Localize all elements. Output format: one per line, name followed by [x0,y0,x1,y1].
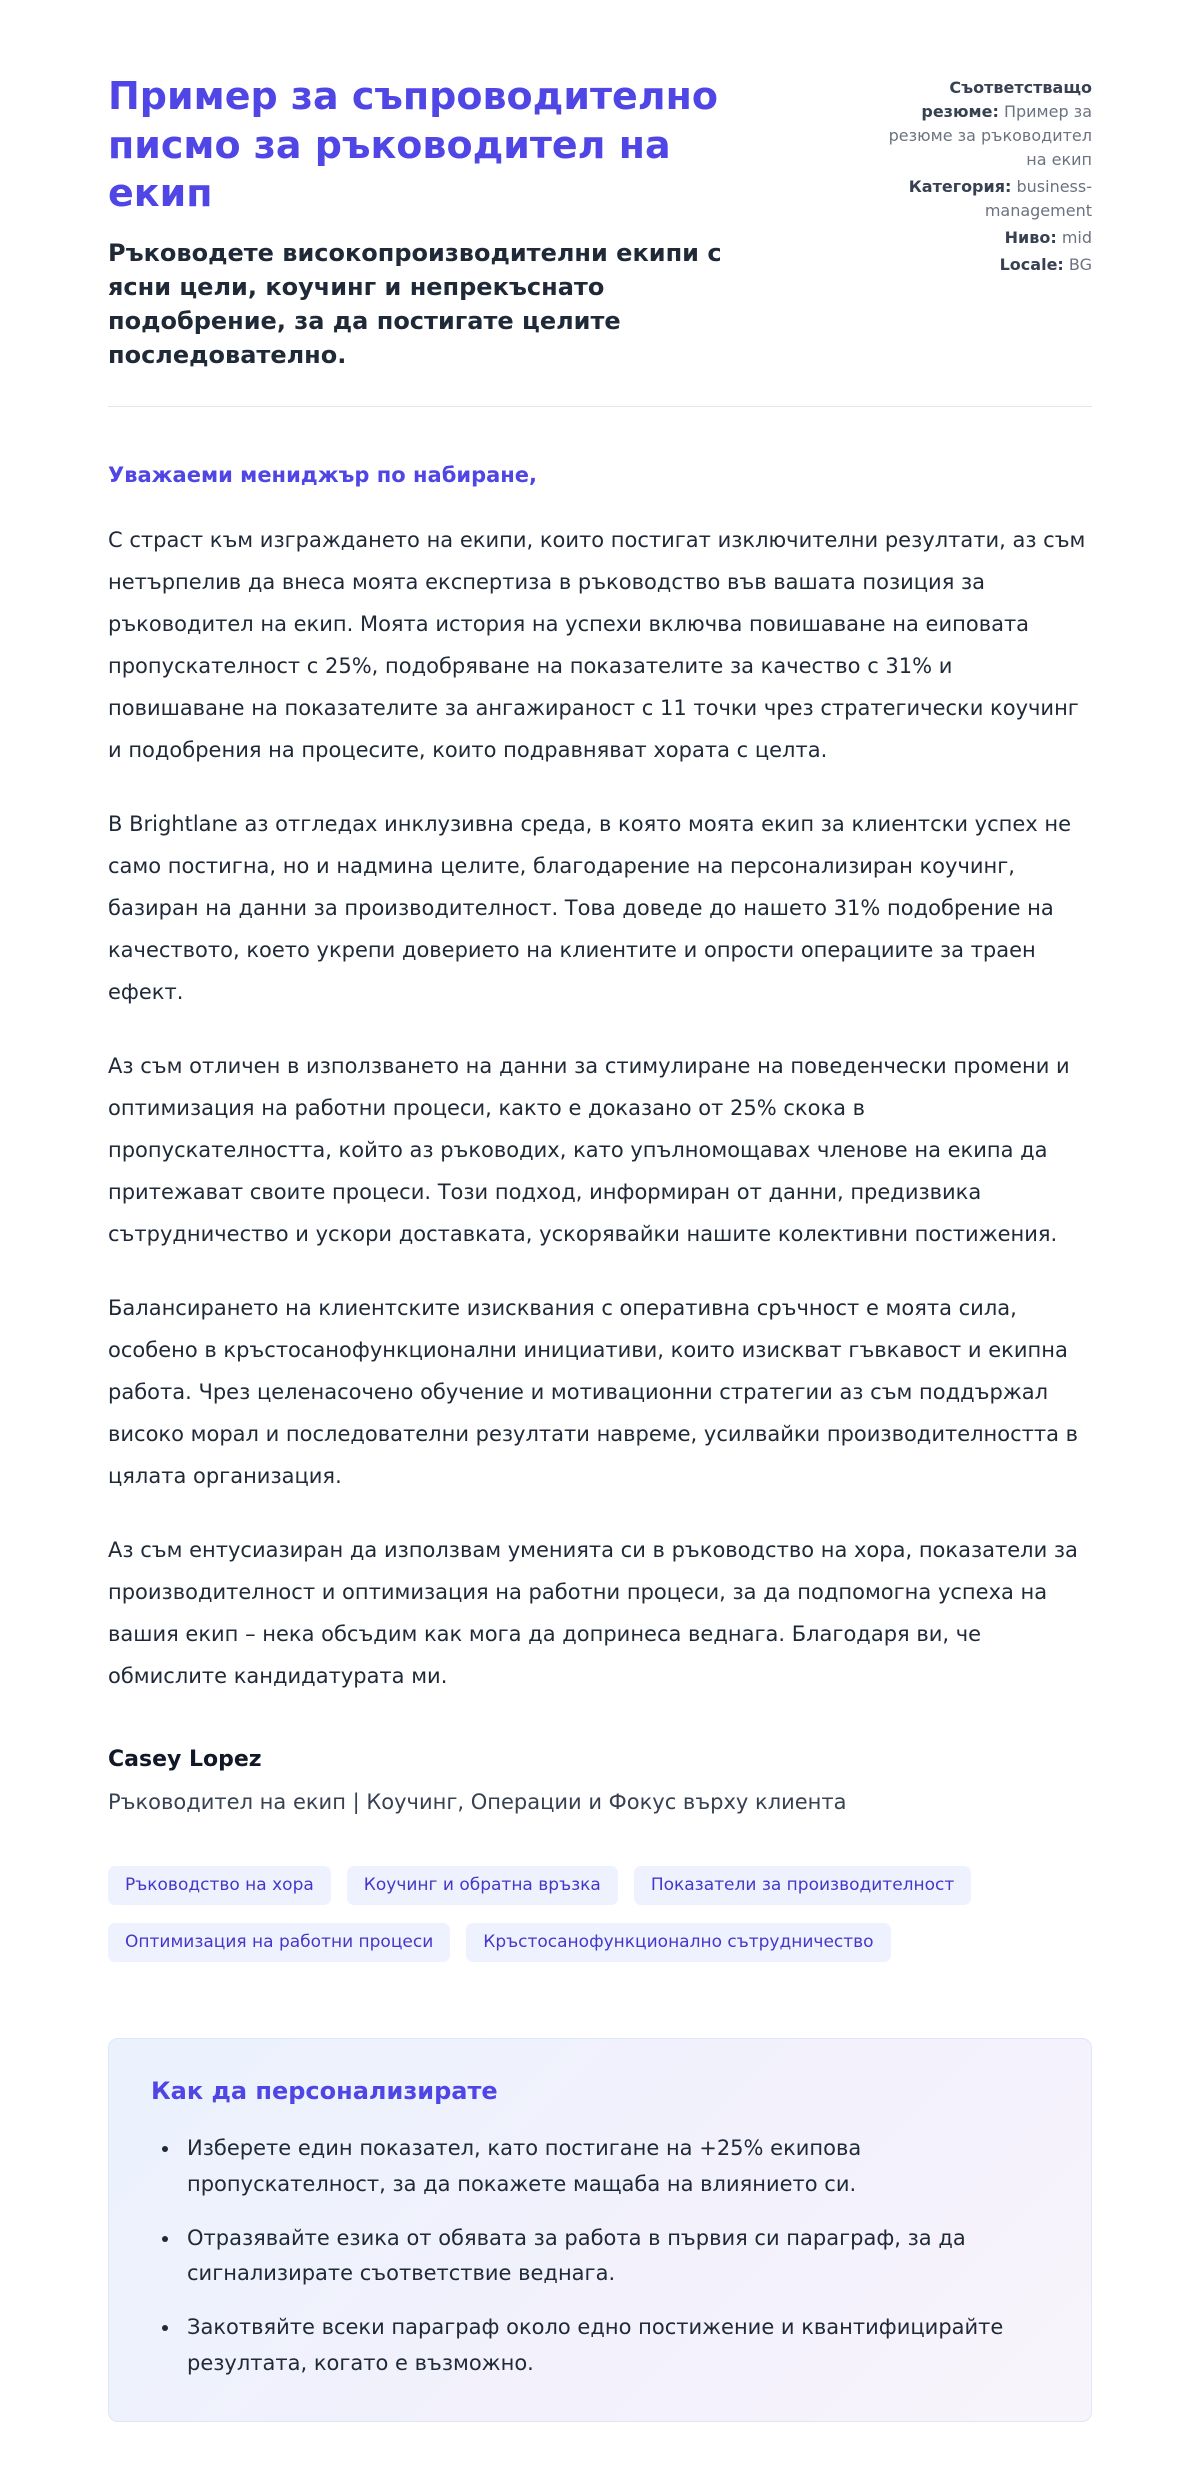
meta-value: mid [1061,228,1092,247]
tag-pill: Ръководство на хора [108,1866,331,1905]
letter-body [108,519,1092,1697]
letter-greeting: Уважаеми мениджър по набиране, [108,463,538,488]
tip-item: • Отразявайте езика от обявата за работа в първия си параграф, за да сигнализирате съответствие веднага. [181,2221,1049,2292]
tips-callout [108,2038,1092,2422]
meta-row [877,253,1092,277]
meta-value: BG [1068,255,1092,274]
header-left [108,72,728,372]
letter-paragraph: В Brightlane аз отгледах инклузивна среда, в която моята екип за клиентски успех не само постигна, но и надмина целите, благодарение на персонализиран коучинг, базиран на данни за производителност. Това доведе до нашето 31% подобрение на качеството, което укрепи доверието на клиентите и опрости операциите за траен ефект. [108,812,1072,1005]
tag-pill: Оптимизация на работни процеси [108,1923,450,1962]
letter-paragraph: Балансирането на клиентските изисквания с оперативна сръчност е моята сила, особено в кръстосанофункционални инициативи, които изискват гъвкавост и екипна работа. Чрез целенасочено обучение и мотивационни стратегии аз съм поддържал високо морал и последователни резултати навреме, усилвайки производителността в цялата организация. [108,1296,1079,1489]
meta-value: business-management [984,177,1092,220]
meta-label: Locale: [999,255,1064,274]
tips-list [151,2131,1049,2381]
signature-name: Casey Lopez [108,1747,262,1773]
page-subtitle: Ръководете високопроизводителни екипи с ясни цели, коучинг и непрекъснато подобрение, за да постигате целите последователно. [108,238,722,370]
tips-title: Как да персонализирате [151,2077,498,2106]
meta-label: Съответстващо резюме: [921,78,1092,121]
tip-item: • Закотвяйте всеки параграф около едно постижение и квантифицирайте резултата, когато е възможно. [181,2310,1049,2381]
meta-label: Категория: [908,177,1012,196]
tag-pill: Показатели за производителност [634,1866,971,1905]
header-divider [108,406,1092,407]
meta-row [877,226,1092,250]
letter-paragraph: С страст към изграждането на екипи, които постигат изключителни резултати, аз съм нетърпелив да внеса моята експертиза в ръководство във вашата позиция за ръководител на екип. Моята история на успехи включва повишаване на еиповата пропускателност с 25%, подобряване на показателите за качество с 31% и повишаване на показателите за ангажираност с 11 точки чрез стратегически коучинг и подобрения на процесите, които подравняват хората с целта. [108,528,1086,763]
meta-value: Пример за резюме за ръководител на екип [888,102,1092,169]
page-title: Пример за съпроводително писмо за ръководител на екип [108,74,718,216]
letter-paragraph: Аз съм отличен в използването на данни за стимулиране на поведенчески промени и оптимизация на работни процеси, както е доказано от 25% скока в пропускателността, който аз ръководих, като упълномощавах членове на екипа да притежават своите процеси. Този подход, информиран от данни, предизвика сътрудничество и ускори доставката, ускорявайки нашите колективни постижения. [108,1054,1070,1247]
meta-row [877,175,1092,223]
meta-row [877,76,1092,172]
tag-pill: Коучинг и обратна връзка [347,1866,618,1905]
header-meta [877,72,1092,280]
meta-label: Ниво: [1004,228,1057,247]
tip-item: • Изберете един показател, като постигане на +25% екипова пропускателност, за да покажете мащаба на влиянието си. [181,2131,1049,2202]
tag-pill: Кръстосанофункционално сътрудничество [466,1923,890,1962]
header [108,72,1092,372]
signature-role: Ръководител на екип | Коучинг, Операции и Фокус върху клиента [108,1790,847,1815]
letter-paragraph: Аз съм ентусиазиран да използвам уменията си в ръководство на хора, показатели за производителност и оптимизация на работни процеси, за да подпомогна успеха на вашия екип – нека обсъдим как мога да допринеса веднага. Благодаря ви, че обмислите кандидатурата ми. [108,1538,1078,1689]
tags-list [108,1866,1092,1962]
